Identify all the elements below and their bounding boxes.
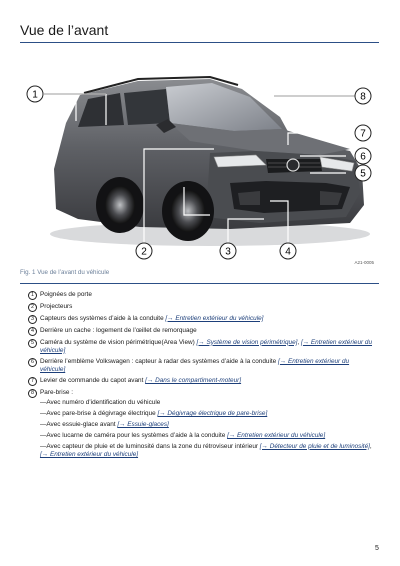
callout-8 — [355, 88, 371, 104]
callout-2 — [136, 243, 152, 259]
callout-4 — [280, 243, 296, 259]
callout-label-6: 6 — [360, 151, 366, 163]
legend-item-1 — [28, 291, 373, 300]
legend-link-5b[interactable]: [→ Entretien extérieur du véhicule] — [40, 338, 373, 354]
figure-caption: Fig. 1 Vue de l’avant du véhicule — [20, 269, 110, 276]
legend-number-3: 3 — [28, 315, 37, 324]
vehicle-figure — [20, 53, 378, 267]
side-window — [124, 89, 170, 125]
windshield-separator-5: , — [369, 442, 372, 450]
legend-text-6: Derrière l’emblème Volkswagen : capteur à radar des systèmes d’aide à la conduite — [40, 357, 277, 365]
legend-text-2: Projecteurs — [40, 302, 73, 310]
windshield-text-1: —Avec numéro d’identification du véhicule — [40, 399, 161, 407]
legend-item-3 — [28, 315, 373, 324]
windshield-text-4: —Avec lucarne de caméra pour les systèmes d’aide à la conduite — [40, 431, 226, 439]
callout-5 — [355, 165, 371, 181]
rear-wheel-rim — [105, 186, 135, 224]
windshield-link-5a[interactable]: [→ Détecteur de pluie et de luminosité] — [259, 442, 370, 450]
legend-link-5a[interactable]: [→ Système de vision périmétrique] — [196, 338, 298, 346]
headlight-left — [214, 155, 266, 167]
legend-number-6: 6 — [28, 358, 37, 367]
legend-text-4: Derrière un cache : logement de l’œillet de remorquage — [40, 326, 197, 334]
callout-7 — [355, 125, 371, 141]
callout-6 — [355, 148, 371, 164]
windshield-item-5 — [40, 443, 373, 460]
callout-label-7: 7 — [360, 128, 366, 140]
legend-number-7: 7 — [28, 377, 37, 386]
windshield-link-2[interactable]: [→ Dégivrage électrique de pare-brise] — [157, 410, 268, 418]
legend-item-5 — [28, 339, 373, 356]
legend-item-7 — [28, 377, 373, 386]
legend-link-6[interactable]: [→ Entretien extérieur du véhicule] — [40, 357, 350, 374]
vw-emblem — [287, 159, 299, 171]
legend-text-8: Pare-brise : — [40, 388, 74, 396]
title-divider — [20, 42, 379, 43]
caption-divider — [20, 283, 379, 284]
windshield-item-3 — [40, 421, 373, 429]
legend-number-5: 5 — [28, 339, 37, 348]
callout-label-8: 8 — [360, 91, 366, 103]
callout-label-5: 5 — [360, 168, 366, 180]
legend-item-8 — [28, 389, 373, 462]
front-wheel-rim — [171, 190, 205, 232]
legend-list — [28, 291, 373, 465]
callout-3 — [220, 243, 236, 259]
windshield-link-4[interactable]: [→ Entretien extérieur du véhicule] — [227, 431, 326, 439]
windshield-text-3: —Avec essuie-glace avant — [40, 421, 116, 429]
legend-text-7: Levier de commande du capot avant — [40, 377, 144, 385]
callout-label-1: 1 — [32, 89, 38, 101]
legend-link-7[interactable]: [→ Dans le compartiment-moteur] — [145, 377, 242, 385]
figure-code: A21-0005 — [354, 260, 374, 265]
callout-label-2: 2 — [141, 246, 147, 258]
windshield-item-4 — [40, 432, 373, 440]
page-title: Vue de l’avant — [20, 22, 109, 38]
windshield-text-2: —Avec pare-brise à dégivrage électrique — [40, 410, 156, 418]
legend-number-8: 8 — [28, 389, 37, 398]
windshield-text-5: —Avec capteur de pluie et de luminosité dans la zone du rétroviseur intérieur — [40, 442, 258, 450]
legend-text-1: Poignées de porte — [40, 291, 92, 298]
callout-label-4: 4 — [285, 246, 291, 258]
legend-item-2 — [28, 303, 373, 312]
fog-light-left — [238, 191, 260, 205]
page-number: 5 — [375, 545, 379, 552]
callout-label-3: 3 — [225, 246, 231, 258]
windshield-item-1 — [40, 399, 373, 407]
legend-separator-5: , — [297, 338, 301, 346]
legend-number-2: 2 — [28, 303, 37, 312]
legend-text-5: Caméra du système de vision périmétrique(Area View) — [40, 338, 195, 346]
vehicle-front-illustration — [20, 53, 378, 267]
legend-item-6 — [28, 358, 373, 375]
legend-link-3[interactable]: [→ Entretien extérieur du véhicule] — [165, 314, 264, 322]
legend-text-3: Capteurs des systèmes d’aide à la conduite — [40, 314, 164, 322]
windshield-link-5b[interactable]: [→ Entretien extérieur du véhicule] — [40, 451, 139, 459]
legend-number-4: 4 — [28, 327, 37, 336]
legend-item-4 — [28, 327, 373, 336]
legend-number-1: 1 — [28, 291, 37, 300]
windshield-item-2 — [40, 410, 373, 418]
windshield-link-3[interactable]: [→ Essuie-glaces] — [117, 421, 169, 429]
callout-1 — [27, 86, 43, 102]
windshield-list — [40, 399, 373, 459]
